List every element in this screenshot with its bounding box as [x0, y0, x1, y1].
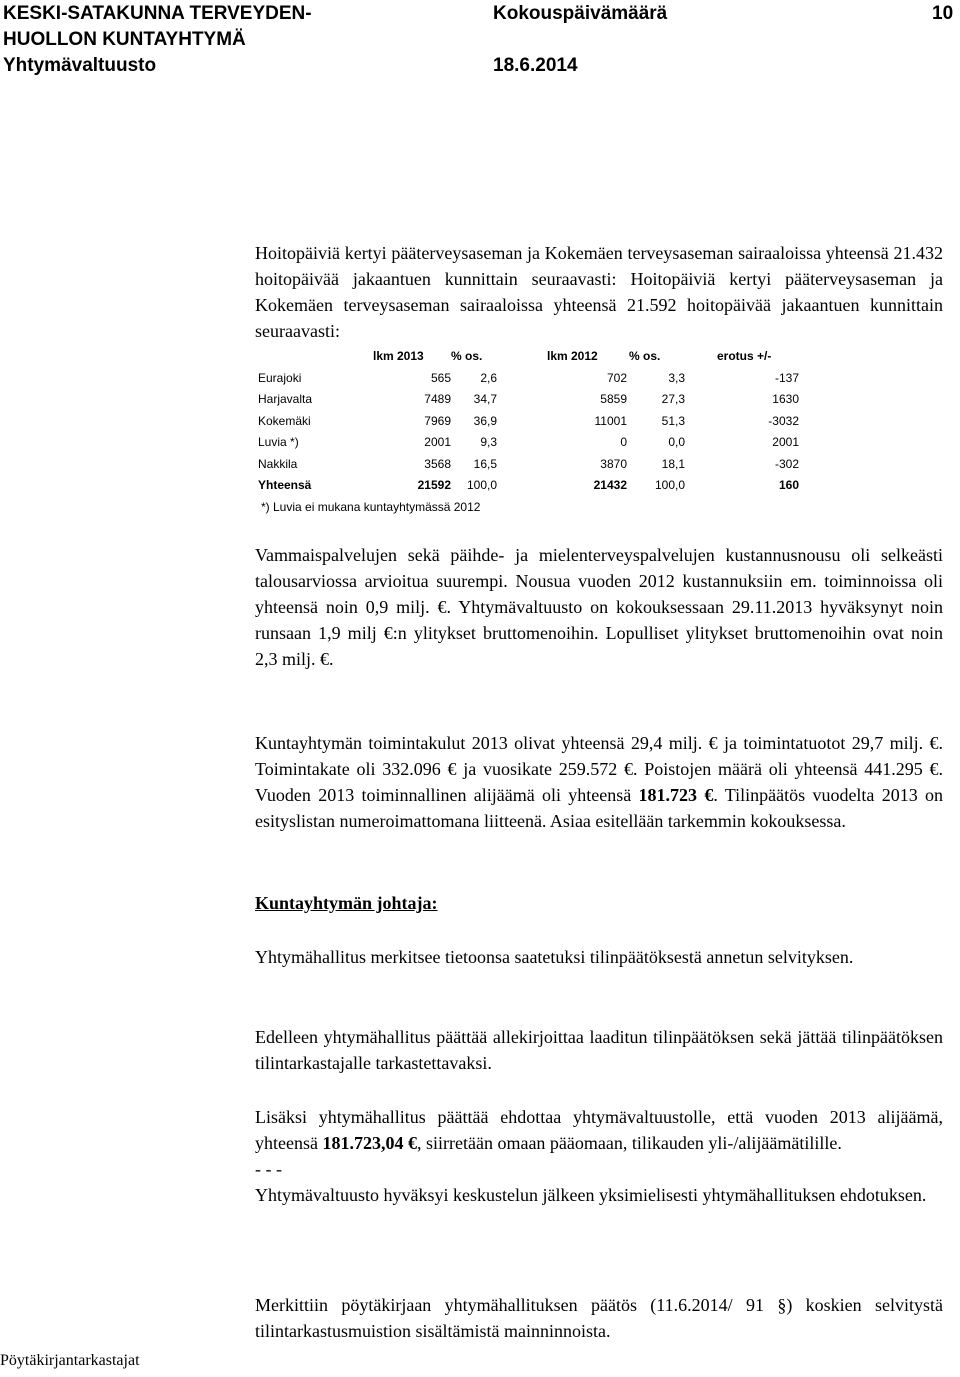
deficit-amount: 181.723 € — [638, 785, 714, 805]
decision-text: Yhtymävaltuusto hyväksyi keskustelun jälkeen yksimielisesti yhtymähallituksen ehdotuksen. — [255, 1185, 927, 1205]
value-cell: 3,3 — [668, 370, 685, 385]
deficit-amount-exact: 181.723,04 € — [322, 1133, 417, 1153]
proposal-text-1: Yhtymähallitus merkitsee tietoonsa saatetuksi tilinpäätöksestä annetun selvityksen. — [255, 947, 854, 967]
municipality-cell: Eurajoki — [258, 370, 302, 385]
municipality-cell: Nakkila — [258, 456, 298, 471]
page-number: 10 — [932, 3, 954, 24]
value-cell: 9,3 — [480, 435, 497, 449]
value-cell: 36,9 — [473, 413, 497, 428]
municipality-cell: Kokemäki — [258, 413, 311, 428]
intro-text: Hoitopäiviä kertyi pääterveysaseman ja Kokemäen terveysaseman sairaaloissa yhteensä 21.432 hoitopäivää jakaantuen kunnittain seuraavasti: Hoitopäiviä kertyi pääterveysaseman ja Kokemäen terveysaseman sairaaloissa yhteensä 21.592 hoitopäivää jakaantuen kunnittain seuraavasti: — [255, 243, 943, 341]
table-row — [255, 454, 815, 476]
care-days-table — [255, 346, 815, 518]
municipality-cell: Harjavalta — [258, 392, 313, 406]
total-label-cell: Yhteensä — [258, 478, 312, 492]
value-cell: 16,5 — [473, 456, 497, 471]
minutes-checkers-label: Pöytäkirjantarkastajat — [0, 1352, 140, 1369]
organization-name-line1: KESKI-SATAKUNNA TERVEYDEN- — [3, 3, 312, 24]
total-value-cell: 21592 — [417, 478, 451, 492]
financial-results-text — [255, 730, 943, 834]
column-header: % os. — [629, 349, 661, 363]
total-value-cell: 160 — [778, 478, 799, 492]
column-header: erotus +/- — [717, 349, 772, 363]
organization-name-line2: HUOLLON KUNTAYHTYMÄ — [3, 29, 246, 50]
minutes-note-text: Merkittiin pöytäkirjaan yhtymähallituksen päätös (11.6.2014/ 91 §) koskien selvitystä tilintarkastusmuistion sisältämistä mainninnoista. — [255, 1295, 943, 1341]
meeting-date-value: 18.6.2014 — [493, 55, 578, 76]
table-footnote: *) Luvia ei mukana kuntayhtymässä 2012 — [261, 499, 481, 514]
value-cell: 0,0 — [668, 435, 685, 449]
proposal-paragraph-1 — [255, 944, 943, 970]
cost-increase-paragraph — [255, 542, 943, 672]
value-cell: -137 — [774, 370, 799, 385]
table-row — [255, 368, 815, 390]
financial-results-text-start: Kuntayhtymän toimintakulut 2013 olivat yhteensä 29,4 milj. € ja toimintatuotot 29,7 milj. €. Toimintakate oli 332.096 € ja vuosikate 259.572 €. Poistojen määrä oli yhteensä 441.295 €. Vuoden 2013 toiminnallinen alijäämä oli yhteensä — [255, 733, 943, 805]
total-value-cell: 21432 — [593, 478, 627, 492]
value-cell: 11001 — [594, 413, 627, 428]
meeting-date-label: Kokouspäivämäärä — [493, 3, 668, 24]
proposal-text-3 — [255, 1104, 943, 1156]
value-cell: 51,3 — [661, 413, 685, 428]
total-value-cell: 100,0 — [466, 478, 497, 492]
intro-paragraph — [255, 240, 943, 344]
meeting-body-name: Yhtymävaltuusto — [3, 55, 157, 76]
table-header-row — [255, 346, 815, 368]
value-cell: 34,7 — [473, 392, 497, 406]
proposal-paragraph-2 — [255, 1024, 943, 1076]
value-cell: 0 — [620, 435, 627, 449]
total-value-cell: 100,0 — [654, 478, 685, 492]
minutes-note-paragraph — [255, 1292, 943, 1344]
table-row — [255, 411, 815, 433]
proposal-text-3-start: Lisäksi yhtymähallitus päättää ehdottaa yhtymävaltuustolle, että vuoden 2013 alijäämä, yhteensä — [255, 1107, 943, 1153]
value-cell: 2001 — [424, 435, 451, 449]
column-header: lkm 2013 — [373, 349, 424, 363]
column-header: lkm 2012 — [547, 349, 598, 363]
column-header: % os. — [451, 349, 483, 363]
value-cell: 2001 — [772, 435, 799, 449]
municipality-cell: Luvia *) — [258, 435, 299, 449]
table-row — [255, 389, 815, 411]
value-cell: 565 — [430, 370, 451, 385]
table-row — [255, 432, 815, 454]
proposal-text-2: Edelleen yhtymähallitus päättää allekirjoittaa laaditun tilinpäätöksen sekä jättää tilinpäätöksen tilintarkastajalle tarkastettavaksi. — [255, 1027, 943, 1073]
financial-results-paragraph — [255, 730, 943, 834]
value-cell: -3032 — [768, 413, 799, 428]
cost-increase-text: Vammaispalvelujen sekä päihde- ja mielenterveyspalvelujen kustannusnousu oli selkeästi talousarviossa arvioitua suurempi. Nousua vuoden 2012 kustannuksiin em. toiminnoissa oli yhteensä noin 0,9 milj. €. Yhtymävaltuusto on kokouksessaan 29.11.2013 hyväksynyt noin runsaan 1,9 milj €:n ylitykset bruttomenoihin. Lopulliset ylitykset bruttomenoihin ovat noin 2,3 milj. €. — [255, 545, 943, 669]
value-cell: 5859 — [600, 392, 627, 406]
director-section — [255, 890, 943, 916]
proposal-paragraph-3 — [255, 1104, 943, 1208]
value-cell: 7969 — [424, 413, 451, 428]
value-cell: 18,1 — [661, 456, 685, 471]
value-cell: 27,3 — [661, 392, 685, 406]
table-total-row — [255, 475, 815, 497]
proposal-text-3-end: , siirretään omaan pääomaan, tilikauden yli-/alijäämätilille. — [416, 1133, 842, 1153]
value-cell: 702 — [606, 370, 627, 385]
value-cell: 7489 — [424, 392, 451, 406]
table-footnote-row — [255, 497, 815, 519]
value-cell: 2,6 — [480, 370, 497, 385]
value-cell: 3568 — [424, 456, 451, 471]
director-heading: Kuntayhtymän johtaja: — [255, 893, 438, 913]
value-cell: 1630 — [772, 392, 799, 406]
value-cell: 3870 — [600, 456, 627, 471]
financial-results-text-end: . Tilinpäätös vuodelta 2013 on esityslistan numeroimattomana liitteenä. Asiaa esitellään tarkemmin kokouksessa. — [255, 785, 943, 831]
value-cell: -302 — [774, 456, 799, 471]
separator-text: - - - — [255, 1159, 282, 1179]
